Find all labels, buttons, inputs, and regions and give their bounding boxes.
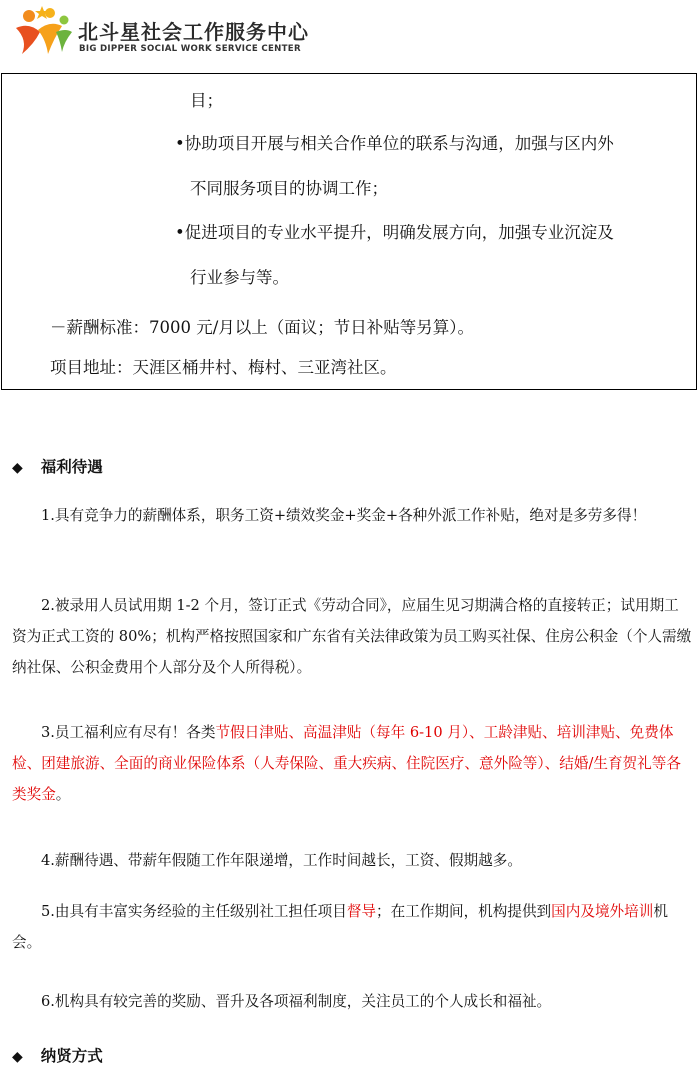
benefit-item-3: [12, 717, 692, 810]
benefit-item-3-lead: 3.员工福利应有尽有！各类: [41, 724, 216, 741]
diamond-bullet-icon: ◆: [12, 460, 23, 476]
recruit-heading-text: 纳贤方式: [40, 1047, 103, 1065]
organization-logo-icon: [12, 6, 72, 58]
duty-bullet: •促进项目的专业水平提升，明确发展方向，加强专业沉淀及: [175, 223, 614, 242]
duty-line: 不同服务项目的协调工作；: [190, 179, 388, 198]
benefits-heading-text: 福利待遇: [40, 458, 103, 476]
organization-name-cn: 北斗星社会工作服务中心: [78, 20, 309, 44]
benefit-item-5-supervision: 督导: [346, 903, 377, 920]
duty-line: 行业参与等。: [190, 268, 289, 287]
benefit-item-5-c: 机会。: [12, 903, 668, 951]
benefit-item-5-training: 国内及境外培训: [551, 903, 654, 920]
job-description-box: [1, 73, 697, 390]
recruit-heading: [12, 1044, 103, 1066]
benefit-item-6: 6.机构具有较完善的奖励、晋升及各项福利制度，关注员工的个人成长和福祉。: [41, 993, 552, 1010]
benefit-item-1: 1.具有竞争力的薪酬体系，职务工资+绩效奖金+奖金+各种外派工作补贴，绝对是多劳多得！: [41, 507, 647, 524]
benefit-item-3-tail: 。: [55, 786, 71, 803]
project-address: 项目地址：天涯区桶井村、梅村、三亚湾社区。: [50, 358, 397, 377]
duty-line: 目；: [190, 91, 223, 110]
duty-bullet: •协助项目开展与相关合作单位的联系与沟通，加强与区内外: [175, 134, 614, 153]
benefit-item-5-a: 5.由具有丰富实务经验的主任级别社工担任项目: [41, 903, 347, 920]
benefit-item-5-b: ；在工作期间，机构提供到: [376, 903, 552, 920]
benefit-item-2: 2.被录用人员试用期 1-2 个月，签订正式《劳动合同》，应届生见习期满合格的直接转正；试用期工资为正式工资的 80%；机构严格按照国家和广东省有关法律政策为员工购买社保、住房公积金（个人需缴纳社保、公积金费用个人部分及个人所得税）。: [12, 597, 692, 676]
page-header: [12, 6, 412, 58]
salary-standard: －薪酬标准：7000 元/月以上（面议；节日补贴等另算）。: [50, 318, 475, 337]
benefit-item-3-highlight: 节假日津贴、高温津贴（每年 6-10 月）、工龄津贴、培训津贴、免费体检、团建旅游、全面的商业保险体系（人寿保险、重大疾病、住院医疗、意外险等）、结婚/生育贺礼等各类奖金: [12, 724, 681, 803]
benefit-item-5: [12, 896, 692, 958]
benefit-item-4: 4.薪酬待遇、带薪年假随工作年限递增，工作时间越长，工资、假期越多。: [41, 852, 522, 869]
organization-name-en: BIG DIPPER SOCIAL WORK SERVICE CENTER: [79, 44, 301, 54]
benefits-heading: [12, 455, 103, 477]
diamond-bullet-icon: ◆: [12, 1049, 23, 1065]
